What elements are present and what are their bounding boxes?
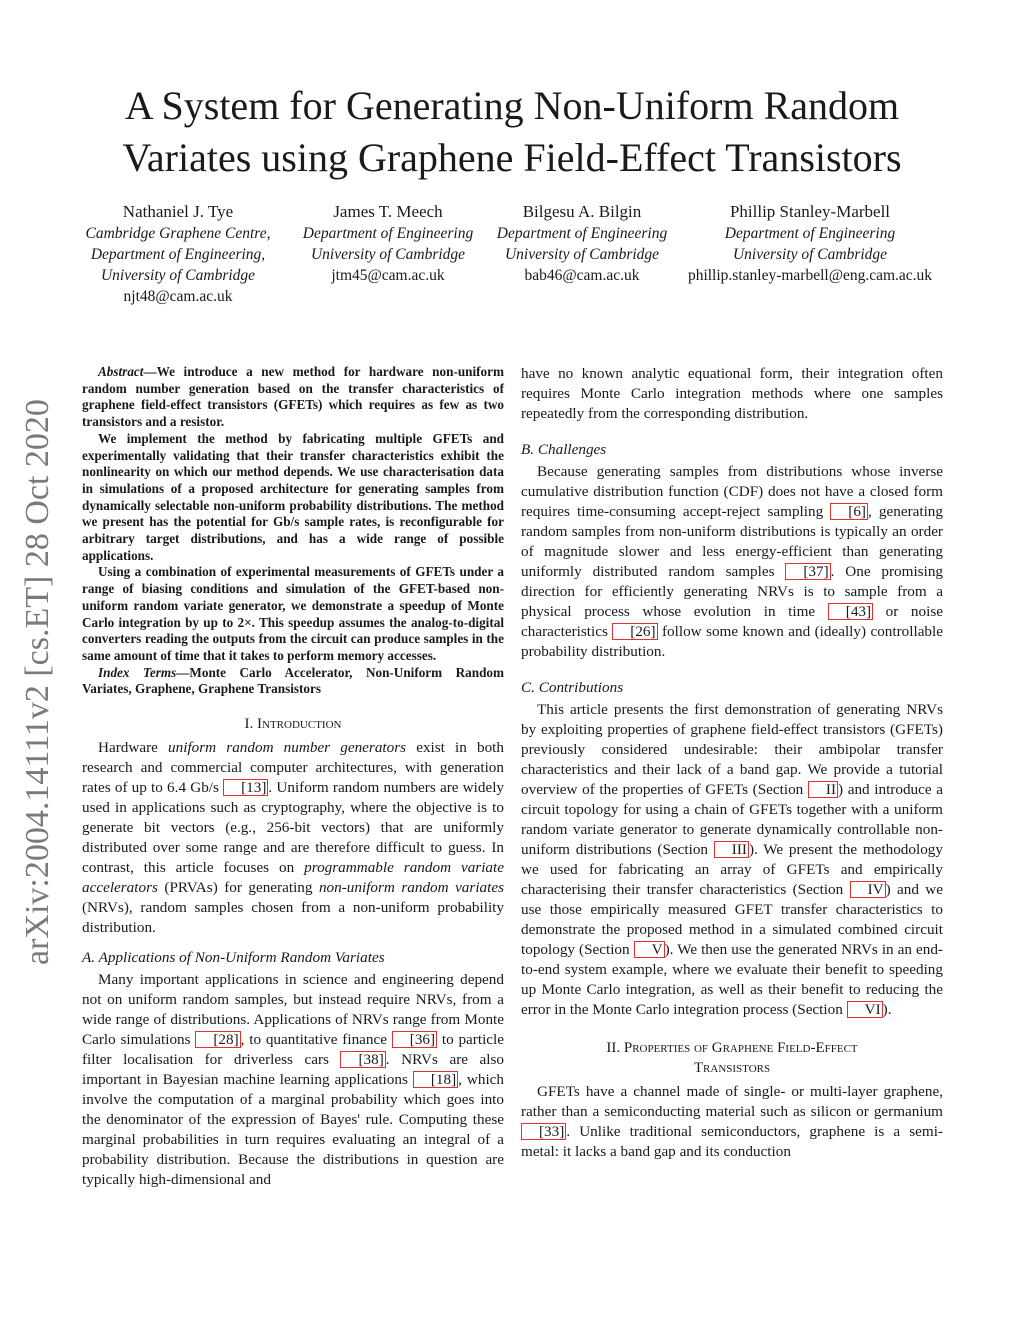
body-paragraph: GFETs have a channel made of single- or multi-layer graphene, rather than a semiconducting material such as silicon or germanium [33] . Unlike traditional semiconductors, graphene is a semi-metal: it lacks a band gap and its conduction (521, 1083, 943, 1160)
section-link[interactable]: IV (850, 881, 886, 898)
author-affiliation: Department of Engineering (302, 225, 474, 242)
title-line-2: Variates using Graphene Field-Effect Transistors (122, 135, 902, 180)
subsection-heading: C. Contributions (521, 679, 624, 696)
author-name: Phillip Stanley-Marbell (729, 202, 891, 221)
abstract-paragraph: Using a combination of experimental measurements of GFETs under a range of biasing conditions and simulation of the GFET-based non-uniform random variate generator, we demonstrate a speedup of Monte Carlo integration by up to 2×. This speedup assumes the analog-to-digital converters reading the outputs from the circuit can produce samples in the same amount of time that it takes to perform memory accesses. (82, 564, 504, 663)
paper-title (0, 80, 1024, 184)
body-right (521, 364, 943, 1162)
author-affiliation: Department of Engineering, (90, 246, 266, 263)
left-column (82, 364, 504, 1190)
abstract-paragraph: Abstract—We introduce a new method for hardware non-uniform random number generation based on the transfer characteristics of graphene field-effect transistors (GFETs) which requires as few as two transistors and a resistor. (82, 364, 504, 430)
author-email: phillip.stanley-marbell@eng.cam.ac.uk (687, 267, 933, 284)
title-line-1: A System for Generating Non-Uniform Random (124, 83, 900, 128)
citation-link[interactable]: [33] (521, 1123, 566, 1140)
author-affiliation: Cambridge Graphene Centre, (85, 225, 271, 242)
author-affiliation: University of Cambridge (504, 246, 660, 263)
body-paragraph: Hardware uniform random number generators exist in both research and commercial computer architectures, with generation rates of up to 6.4 Gb/s [13] . Uniform random numbers are widely used in applications such as cryptography, where the objective is to generate bit vectors (e.g., 256-bit vectors) that are uniformly distributed over some range and are therefore difficult to guess. In contrast, this article focuses on programmable random variate accelerators (PRVAs) for generating non-uniform random variates (NRVs), random samples chosen from a non-uniform probability distribution. (82, 739, 505, 937)
body-paragraph: Many important applications in science and engineering depend not on uniform random samples, but instead require NRVs, from a wide range of distributions. Applications of NRVs range from Monte Carlo simulations [28] , to quantitative finance [36] to particle filter localisation for driverless cars [38] . NRVs are also important in Bayesian machine learning applications [18] , which involve the computation of a marginal probability which goes into the denominator of the expression of Bayes' rule. Computing these marginal probabilities in turn requires evaluating an integral of a probability distribution. Because the distributions in question are typically high-dimensional and (82, 971, 505, 1189)
subsection-heading: A. Applications of Non-Uniform Random Variates (82, 949, 385, 967)
subsection-heading: B. Challenges (521, 441, 607, 458)
abstract-paragraph: We implement the method by fabricating multiple GFETs and experimentally validating that their transfer characteristics exhibit the nonlinearity on which our method depends. We use characterisation data in simulations of a proposed architecture for generating samples from dynamically selectable non-uniform probability distributions. The method we present has the potential for Gb/s sample rates, is reconfigurable for arbitrary target distributions, and has a wide range of possible applications. (82, 430, 504, 563)
author-2 (286, 200, 490, 286)
citation-link[interactable]: [36] (392, 1031, 437, 1048)
section-link[interactable]: II (808, 781, 838, 798)
section-link[interactable]: III (714, 841, 749, 858)
author-affiliation: Department of Engineering (496, 225, 668, 242)
body-left (82, 714, 504, 1190)
citation-link[interactable]: [18] (413, 1071, 458, 1088)
author-block (0, 200, 1024, 320)
section-link[interactable]: V (634, 941, 665, 958)
citation-link[interactable]: [6] (830, 503, 868, 520)
citation-link[interactable]: [38] (340, 1051, 385, 1068)
author-4 (676, 200, 944, 286)
author-affiliation: Department of Engineering (724, 225, 896, 242)
right-column (521, 364, 943, 1162)
citation-link[interactable]: [37] (785, 563, 830, 580)
author-email: jtm45@cam.ac.uk (331, 267, 445, 284)
section-heading: I. Introduction (244, 716, 342, 733)
arxiv-stamp: arXiv:2004.14111v2 [cs.ET] 28 Oct 2020 (19, 399, 56, 965)
author-affiliation: University of Cambridge (100, 267, 256, 284)
author-name: Bilgesu A. Bilgin (522, 202, 642, 221)
author-3 (482, 200, 682, 286)
author-affiliation: University of Cambridge (310, 246, 466, 263)
index-terms-label: Index Terms (98, 664, 177, 680)
body-paragraph: Because generating samples from distributions whose inverse cumulative distribution function (CDF) does not have a closed form requires time-consuming accept-reject sampling [6] , generating random samples from non-uniform distributions is typically an order of magnitude slower and less energy-efficient than generating uniformly distributed random samples [37] . One promising direction for efficiently generating NRVs is to sample from a physical process whose evolution in time [43] or noise characteristics [26] follow some known and (ideally) controllable probability distribution. (521, 463, 944, 660)
citation-link[interactable]: [28] (195, 1031, 240, 1048)
author-email: bab46@cam.ac.uk (524, 267, 640, 284)
section-heading: II. Properties of Graphene Field-Effect Transistors (606, 1040, 858, 1076)
section-link[interactable]: VI (847, 1001, 883, 1018)
author-affiliation: University of Cambridge (732, 246, 888, 263)
author-name: James T. Meech (333, 202, 443, 221)
citation-link[interactable]: [26] (612, 623, 657, 640)
citation-link[interactable]: [43] (828, 603, 873, 620)
body-paragraph: have no known analytic equational form, their integration often requires Monte Carlo integration methods where one samples repeatedly from the corresponding distribution. (521, 365, 943, 422)
index-terms: Index Terms—Monte Carlo Accelerator, Non-Uniform Random Variates, Graphene, Graphene Transistors (82, 664, 504, 697)
author-1 (70, 200, 286, 307)
body-paragraph: This article presents the first demonstration of generating NRVs by exploiting properties of graphene field-effect transistors (GFETs) previously considered undesirable: their ambipolar transfer characteristics and their lack of a band gap. We provide a tutorial overview of the properties of GFETs (Section II ) and introduce a circuit topology for using a chain of GFETs together with a uniform random variate generator to generate dynamically controllable non-uniform distributions (Section III ). We present the methodology we used for fabricating an array of GFETs and empirically characterising their transfer characteristics (Section IV ) and we use those empirically measured GFET transfer characteristics to demonstrate the proposed method in a simulated combined circuit topology (Section V ). We then use the generated NRVs in an end-to-end system example, where we evaluate their benefit to speeding up Monte Carlo integration, as well as their benefit to reducing the error in the Monte Carlo integration process (Section VI ). (521, 701, 943, 1018)
abstract (82, 364, 504, 698)
citation-link[interactable]: [13] (223, 779, 268, 796)
abstract-label: Abstract (98, 364, 144, 379)
author-name: Nathaniel J. Tye (122, 202, 234, 221)
author-email: njt48@cam.ac.uk (123, 288, 233, 305)
